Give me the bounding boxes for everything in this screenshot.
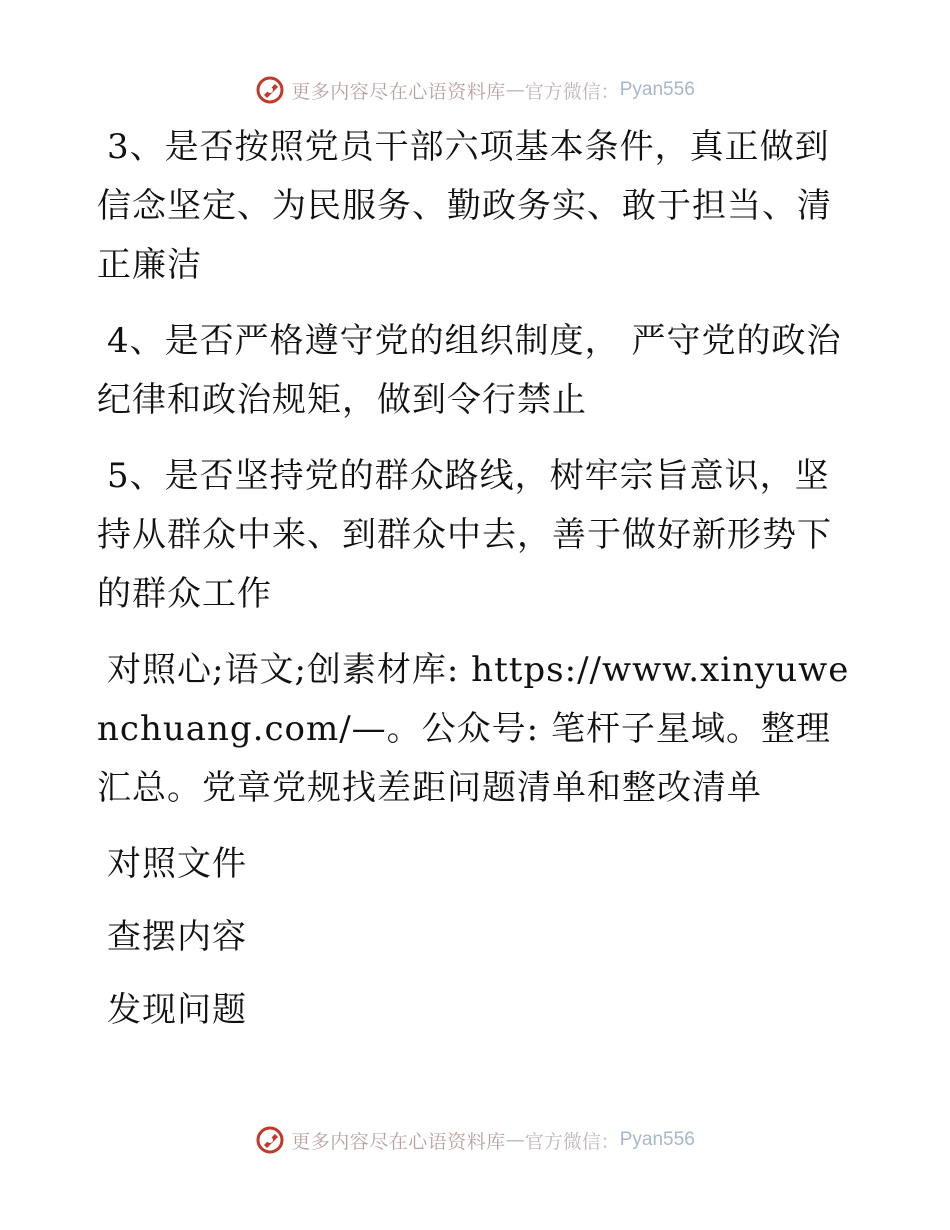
pen-seal-logo-icon — [255, 1125, 285, 1155]
paragraph-heading-content: 查摆内容 — [107, 917, 247, 957]
banner-separator: — — [505, 1129, 525, 1151]
document-body — [97, 118, 857, 1054]
banner-wechat-id: Pyan556 — [619, 79, 695, 100]
paragraph-item-5: 5、是否坚持党的群众路线，树牢宗旨意识，坚持从群众中来、到群众中去，善于做好新形势下的群众工作 — [97, 456, 832, 614]
banner-separator: — — [505, 79, 525, 101]
pen-seal-logo-icon — [255, 75, 285, 105]
paragraph-item-3: 3、是否按照党员干部六项基本条件，真正做到信念坚定、为民服务、勤政务实、敢于担当、清正廉洁 — [97, 127, 832, 285]
footer-watermark-banner — [0, 1120, 950, 1160]
banner-official-label: 官方微信： — [524, 1130, 620, 1153]
paragraph-source-note: 对照心;语文;创素材库: https://www.xinyuwenchuang.com/—。公众号: 笔杆子星域。整理汇总。党章党规找差距问题清单和整改清单 — [97, 650, 850, 808]
banner-wechat-id: Pyan556 — [619, 1129, 695, 1150]
paragraph-heading-file: 对照文件 — [107, 844, 247, 884]
banner-main-text: 更多内容尽在心语资料库 — [291, 1130, 506, 1153]
paragraph-heading-problems: 发现问题 — [107, 990, 247, 1030]
paragraph-item-4: 4、是否严格遵守党的组织制度， 严守党的政治纪律和政治规矩，做到令行禁止 — [97, 321, 842, 420]
banner-official-label: 官方微信： — [524, 80, 620, 103]
header-watermark-banner — [0, 70, 950, 110]
banner-main-text: 更多内容尽在心语资料库 — [291, 80, 506, 103]
